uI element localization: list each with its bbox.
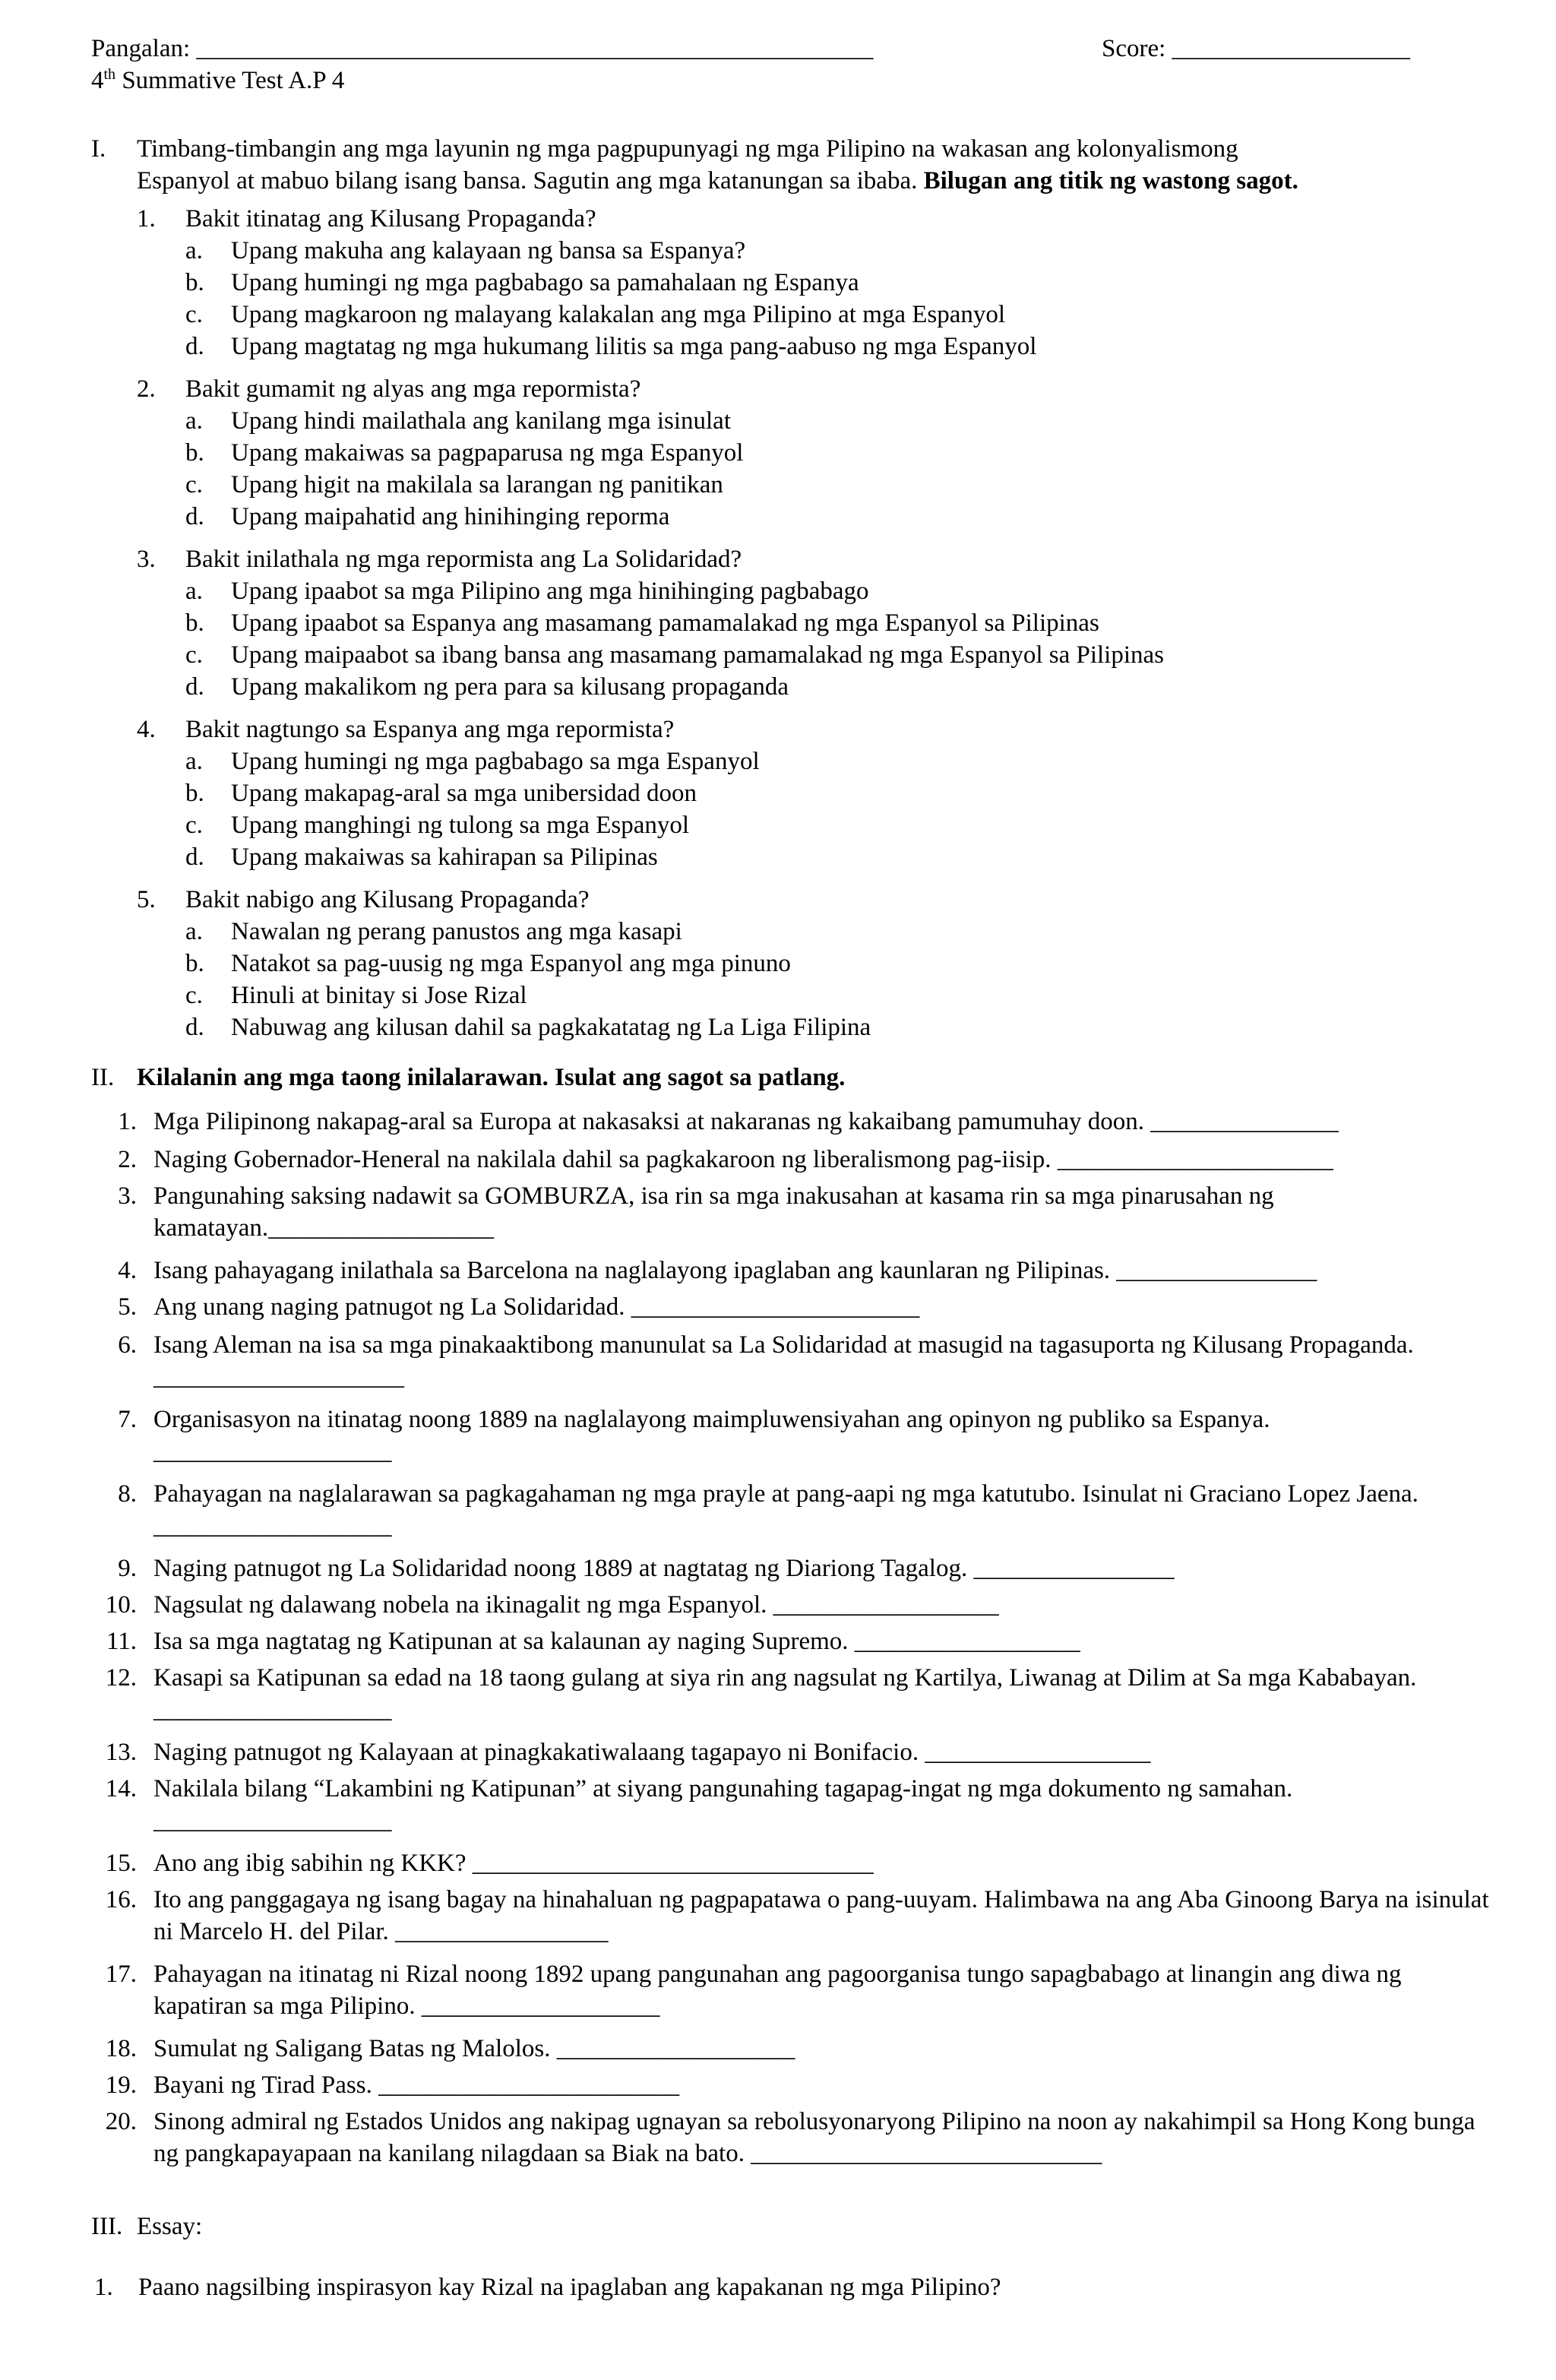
item-text: Bayani ng Tirad Pass. ________________________	[153, 2071, 680, 2099]
item-number: 10.	[105, 1591, 137, 1619]
mc-option[interactable]	[185, 438, 743, 470]
question-text: Bakit itinatag ang Kilusang Propaganda?	[185, 205, 596, 233]
part2-instructions: Kilalanin ang mga taong inilalarawan. Isulat ang sagot sa patlang.	[137, 1064, 846, 1091]
score-field-label: Score: ___________________	[1102, 35, 1411, 62]
option-letter: c.	[185, 812, 203, 839]
option-letter: a.	[185, 748, 203, 775]
option-text: Upang makaiwas sa kahirapan sa Pilipinas	[231, 843, 658, 871]
item-number: 2.	[118, 1146, 137, 1173]
option-letter: d.	[185, 503, 204, 530]
option-letter: d.	[185, 843, 204, 871]
item-text: Isang Aleman na isa sa mga pinakaaktibong manunulat sa La Solidaridad at masugid na tagasuporta ng Kilusang Propaganda. ____________________	[153, 1331, 1414, 1391]
part1-numeral: I.	[91, 135, 106, 163]
option-text: Upang higit na makilala sa larangan ng panitikan	[231, 471, 723, 498]
mc-option[interactable]	[185, 672, 789, 704]
option-text: Nawalan ng perang panustos ang mga kasapi	[231, 918, 682, 945]
option-text: Hinuli at binitay si Jose Rizal	[231, 982, 527, 1009]
option-letter: a.	[185, 237, 203, 264]
item-number: 5.	[118, 1293, 137, 1321]
question-number: 3.	[137, 546, 156, 573]
item-text: Naging patnugot ng Kalayaan at pinagkakatiwalaang tagapayo ni Bonifacio. __________________	[153, 1739, 1151, 1766]
question-number: 2.	[137, 375, 156, 403]
test-title-text: Summative Test A.P 4	[115, 67, 345, 94]
option-letter: b.	[185, 609, 204, 637]
item-number: 9.	[118, 1555, 137, 1582]
option-letter: b.	[185, 950, 204, 977]
part3-title: Essay:	[137, 2213, 203, 2240]
option-text: Upang maipaabot sa ibang bansa ang masamang pamamalakad ng mga Espanyol sa Pilipinas	[231, 641, 1165, 669]
item-text: Pahayagan na itinatag ni Rizal noong 1892 upang pangunahan ang pagoorganisa tungo sapagbabago at linangin ang diwa ng kapatiran sa mga Pilipino. ___________________	[153, 1961, 1402, 2020]
mc-option[interactable]	[185, 470, 723, 502]
test-title	[91, 65, 344, 97]
mc-option[interactable]	[185, 810, 689, 842]
mc-option[interactable]	[185, 640, 1164, 672]
item-text: Ito ang panggagaya ng isang bagay na hinahaluan ng pagpapatawa o pang-uuyam. Halimbawa na ang Aba Ginoong Barya na isinulat ni Marcelo H. del Pilar. _________________	[153, 1886, 1489, 1945]
mc-option[interactable]	[185, 299, 1005, 331]
option-text: Upang humingi ng mga pagbabago sa pamahalaan ng Espanya	[231, 269, 859, 296]
question-text: Bakit nabigo ang Kilusang Propaganda?	[185, 886, 590, 913]
mc-option[interactable]	[185, 778, 697, 810]
item-text: Kasapi sa Katipunan sa edad na 18 taong gulang at siya rin ang nagsulat ng Kartilya, Liwanag at Dilim at Sa mga Kababayan. ___________________	[153, 1664, 1417, 1723]
part3-numeral: III.	[91, 2213, 123, 2240]
item-number: 1.	[94, 2274, 113, 2301]
option-text: Upang magkaroon ng malayang kalakalan ang mga Pilipino at mga Espanyol	[231, 301, 1006, 328]
item-text: Nakilala bilang “Lakambini ng Katipunan” at siyang pangunahing tagapag-ingat ng mga dokumento ng samahan. ___________________	[153, 1775, 1293, 1834]
item-text: Nagsulat ng dalawang nobela na ikinagalit ng mga Espanyol. __________________	[153, 1591, 999, 1619]
test-number-suffix: th	[103, 66, 116, 83]
option-text: Upang magtatag ng mga hukumang lilitis sa mga pang-aabuso ng mga Espanyol	[231, 333, 1037, 360]
mc-option[interactable]	[185, 1012, 871, 1044]
name-field-label: Pangalan: ______________________________________________________	[91, 35, 874, 62]
item-number: 18.	[105, 2035, 137, 2062]
item-text: Pangunahing saksing nadawit sa GOMBURZA, isa rin sa mga inakusahan at kasama rin sa mga pinarusahan ng kamatayan.__________________	[153, 1182, 1274, 1242]
mc-option[interactable]	[185, 916, 682, 948]
item-number: 19.	[105, 2071, 137, 2099]
item-text: Paano nagsilbing inspirasyon kay Rizal na ipaglaban ang kapakanan ng mga Pilipino?	[138, 2274, 1001, 2301]
item-number: 14.	[105, 1775, 137, 1802]
option-text: Upang humingi ng mga pagbabago sa mga Espanyol	[231, 748, 760, 775]
item-number: 15.	[105, 1850, 137, 1877]
item-text: Ang unang naging patnugot ng La Solidaridad. _______________________	[153, 1293, 920, 1321]
item-number: 20.	[105, 2108, 137, 2135]
mc-option[interactable]	[185, 331, 1036, 363]
option-text: Upang ipaabot sa mga Pilipino ang mga hinihinging pagbabago	[231, 578, 869, 605]
option-letter: a.	[185, 918, 203, 945]
option-text: Upang hindi mailathala ang kanilang mga isinulat	[231, 407, 732, 435]
question-number: 1.	[137, 205, 156, 233]
item-number: 4.	[118, 1257, 137, 1284]
option-text: Upang makuha ang kalayaan ng bansa sa Espanya?	[231, 237, 746, 264]
mc-option[interactable]	[185, 576, 869, 608]
question-text: Bakit gumamit ng alyas ang mga repormista?	[185, 375, 641, 403]
item-text: Sinong admiral ng Estados Unidos ang nakipag ugnayan sa rebolusyonaryong Pilipino na noon ay nakahimpil sa Hong Kong bunga ng pangkapayapaan na kanilang nilagdaan sa Biak na bato. ____________________________	[153, 2108, 1475, 2167]
question-number: 4.	[137, 716, 156, 743]
item-number: 1.	[118, 1108, 137, 1135]
part1-instructions-line1: Timbang-timbangin ang mga layunin ng mga pagpupunyagi ng mga Pilipino na wakasan ang kolonyalismong	[137, 135, 1238, 163]
item-number: 13.	[105, 1739, 137, 1766]
mc-option[interactable]	[185, 842, 658, 874]
question-number: 5.	[137, 886, 156, 913]
mc-option[interactable]	[185, 406, 731, 438]
option-letter: d.	[185, 673, 204, 701]
question-text: Bakit nagtungo sa Espanya ang mga repormista?	[185, 716, 675, 743]
option-letter: b.	[185, 780, 204, 807]
option-text: Upang manghingi ng tulong sa mga Espanyol	[231, 812, 690, 839]
item-text: Organisasyon na itinatag noong 1889 na naglalayong maimpluwensiyahan ang opinyon ng publiko sa Espanya. ___________________	[153, 1406, 1270, 1465]
question-text: Bakit inilathala ng mga repormista ang La Solidaridad?	[185, 546, 742, 573]
option-letter: b.	[185, 439, 204, 467]
item-number: 3.	[118, 1182, 137, 1210]
item-number: 6.	[118, 1331, 137, 1359]
option-letter: d.	[185, 1014, 204, 1041]
option-letter: a.	[185, 407, 203, 435]
option-text: Upang makapag-aral sa mga unibersidad doon	[231, 780, 697, 807]
option-text: Upang maipahatid ang hinihinging reporma	[231, 503, 670, 530]
mc-option[interactable]	[185, 502, 669, 533]
mc-option[interactable]	[185, 267, 859, 299]
item-number: 8.	[118, 1480, 137, 1508]
item-text: Ano ang ibig sabihin ng KKK? ________________________________	[153, 1850, 874, 1877]
item-text: Isang pahayagang inilathala sa Barcelona na naglalayong ipaglaban ang kaunlaran ng Pilipinas. ________________	[153, 1257, 1317, 1284]
mc-option[interactable]	[185, 948, 791, 980]
item-number: 16.	[105, 1886, 137, 1913]
test-number: 4	[91, 67, 104, 94]
option-letter: d.	[185, 333, 204, 360]
item-text: Mga Pilipinong nakapag-aral sa Europa at nakasaksi at nakaranas ng kakaibang pamumuhay doon. _______________	[153, 1108, 1339, 1135]
option-letter: c.	[185, 641, 203, 669]
part2-numeral: II.	[91, 1064, 115, 1091]
part1-instructions-line2	[137, 166, 1474, 198]
option-letter: c.	[185, 301, 203, 328]
option-text: Upang makaiwas sa pagpaparusa ng mga Espanyol	[231, 439, 744, 467]
option-letter: c.	[185, 982, 203, 1009]
mc-option[interactable]	[185, 236, 745, 267]
item-number: 17.	[105, 1961, 137, 1988]
part1-instructions-plain: Espanyol at mabuo bilang isang bansa. Sagutin ang mga katanungan sa ibaba.	[137, 166, 924, 195]
item-text: Isa sa mga nagtatag ng Katipunan at sa kalaunan ay naging Supremo. __________________	[153, 1628, 1080, 1655]
item-text: Naging Gobernador-Heneral na nakilala dahil sa pagkakaroon ng liberalismong pag-iisip. ______________________	[153, 1146, 1333, 1173]
item-text: Naging patnugot ng La Solidaridad noong 1889 at nagtatag ng Diariong Tagalog. ________________	[153, 1555, 1175, 1582]
item-number: 7.	[118, 1406, 137, 1433]
option-text: Upang makalikom ng pera para sa kilusang propaganda	[231, 673, 789, 701]
option-letter: b.	[185, 269, 204, 296]
part1-instructions	[137, 134, 1474, 197]
part1-instructions-bold: Bilugan ang titik ng wastong sagot.	[923, 166, 1298, 195]
option-letter: c.	[185, 471, 203, 498]
item-text: Sumulat ng Saligang Batas ng Malolos. ___________________	[153, 2035, 795, 2062]
mc-option[interactable]	[185, 746, 760, 778]
item-number: 11.	[106, 1628, 137, 1655]
mc-option[interactable]	[185, 608, 1099, 640]
option-text: Nabuwag ang kilusan dahil sa pagkakatatag ng La Liga Filipina	[231, 1014, 871, 1041]
item-number: 12.	[105, 1664, 137, 1692]
option-text: Upang ipaabot sa Espanya ang masamang pamamalakad ng mga Espanyol sa Pilipinas	[231, 609, 1099, 637]
option-text: Natakot sa pag-uusig ng mga Espanyol ang mga pinuno	[231, 950, 791, 977]
mc-option[interactable]	[185, 980, 527, 1012]
option-letter: a.	[185, 578, 203, 605]
item-text: Pahayagan na naglalarawan sa pagkagahaman ng mga prayle at pang-aapi ng mga katutubo. Isinulat ni Graciano Lopez Jaena. ___________________	[153, 1480, 1418, 1540]
